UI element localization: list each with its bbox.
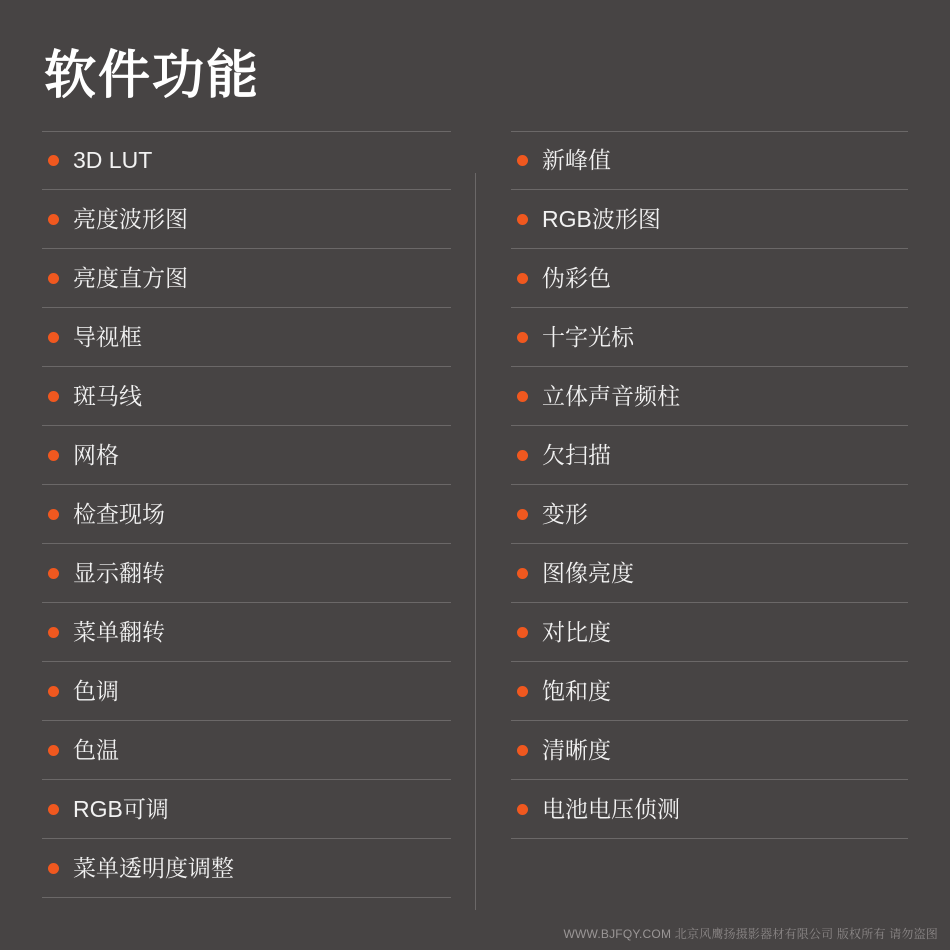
feature-label: 菜单透明度调整 [73, 854, 234, 881]
bullet-icon [48, 450, 59, 461]
list-item [511, 544, 908, 603]
bullet-icon [48, 568, 59, 579]
feature-column-left [42, 131, 475, 898]
feature-label: 亮度波形图 [73, 205, 188, 232]
list-item [511, 662, 908, 721]
bullet-icon [48, 332, 59, 343]
bullet-icon [48, 627, 59, 638]
list-item [42, 603, 451, 662]
list-item [42, 190, 451, 249]
list-item [511, 308, 908, 367]
feature-label: 电池电压侦测 [542, 795, 680, 822]
list-item [511, 131, 908, 190]
page-title: 软件功能 [44, 47, 261, 105]
feature-label: 饱和度 [542, 677, 611, 704]
list-item [42, 839, 451, 898]
list-item [511, 367, 908, 426]
list-item [42, 721, 451, 780]
bullet-icon [517, 745, 528, 756]
bullet-icon [517, 568, 528, 579]
bullet-icon [517, 214, 528, 225]
feature-label: 检查现场 [73, 500, 165, 527]
bullet-icon [48, 273, 59, 284]
list-item [42, 367, 451, 426]
list-item [511, 426, 908, 485]
feature-label: 显示翻转 [73, 559, 165, 586]
bullet-icon [517, 627, 528, 638]
feature-label: 新峰值 [542, 147, 611, 174]
feature-label: 对比度 [542, 618, 611, 645]
feature-label: 色调 [73, 677, 119, 704]
list-item [42, 780, 451, 839]
list-item [42, 249, 451, 308]
bullet-icon [48, 863, 59, 874]
feature-label: 亮度直方图 [73, 264, 188, 291]
feature-label: 图像亮度 [542, 559, 634, 586]
feature-label: 网格 [73, 441, 119, 468]
list-item [42, 544, 451, 603]
bullet-icon [517, 273, 528, 284]
feature-column-right [475, 131, 908, 898]
watermark-text: 北京风鹰扬摄影器材有限公司 版权所有 请勿盗图 [674, 927, 938, 941]
bullet-icon [48, 804, 59, 815]
feature-label: 欠扫描 [542, 441, 611, 468]
bullet-icon [48, 155, 59, 166]
bullet-icon [517, 391, 528, 402]
list-item [511, 780, 908, 839]
bullet-icon [48, 214, 59, 225]
list-item [511, 721, 908, 780]
feature-label: 3D LUT [73, 147, 153, 174]
bullet-icon [48, 391, 59, 402]
feature-label: 伪彩色 [542, 264, 611, 291]
bullet-icon [517, 686, 528, 697]
bullet-icon [517, 332, 528, 343]
list-item [511, 190, 908, 249]
bullet-icon [48, 745, 59, 756]
column-divider [475, 173, 476, 910]
feature-label: 十字光标 [542, 323, 634, 350]
list-item [42, 426, 451, 485]
bullet-icon [517, 804, 528, 815]
bullet-icon [48, 686, 59, 697]
feature-label: RGB可调 [73, 795, 169, 822]
feature-label: 斑马线 [73, 382, 142, 409]
feature-label: 色温 [73, 736, 119, 763]
feature-label: 清晰度 [542, 736, 611, 763]
list-item [42, 131, 451, 190]
bullet-icon [517, 155, 528, 166]
watermark-url: WWW.BJFQY.COM [563, 927, 672, 941]
list-item [42, 662, 451, 721]
feature-label: 菜单翻转 [73, 618, 165, 645]
watermark-footer [0, 925, 950, 942]
feature-label: 立体声音频柱 [542, 382, 680, 409]
list-item-placeholder [511, 839, 908, 898]
list-item [511, 249, 908, 308]
bullet-icon [517, 450, 528, 461]
list-item [42, 485, 451, 544]
list-item [511, 603, 908, 662]
list-item [511, 485, 908, 544]
feature-label: 导视框 [73, 323, 142, 350]
list-item [42, 308, 451, 367]
bullet-icon [48, 509, 59, 520]
feature-label: 变形 [542, 500, 588, 527]
bullet-icon [517, 509, 528, 520]
feature-label: RGB波形图 [542, 205, 661, 232]
